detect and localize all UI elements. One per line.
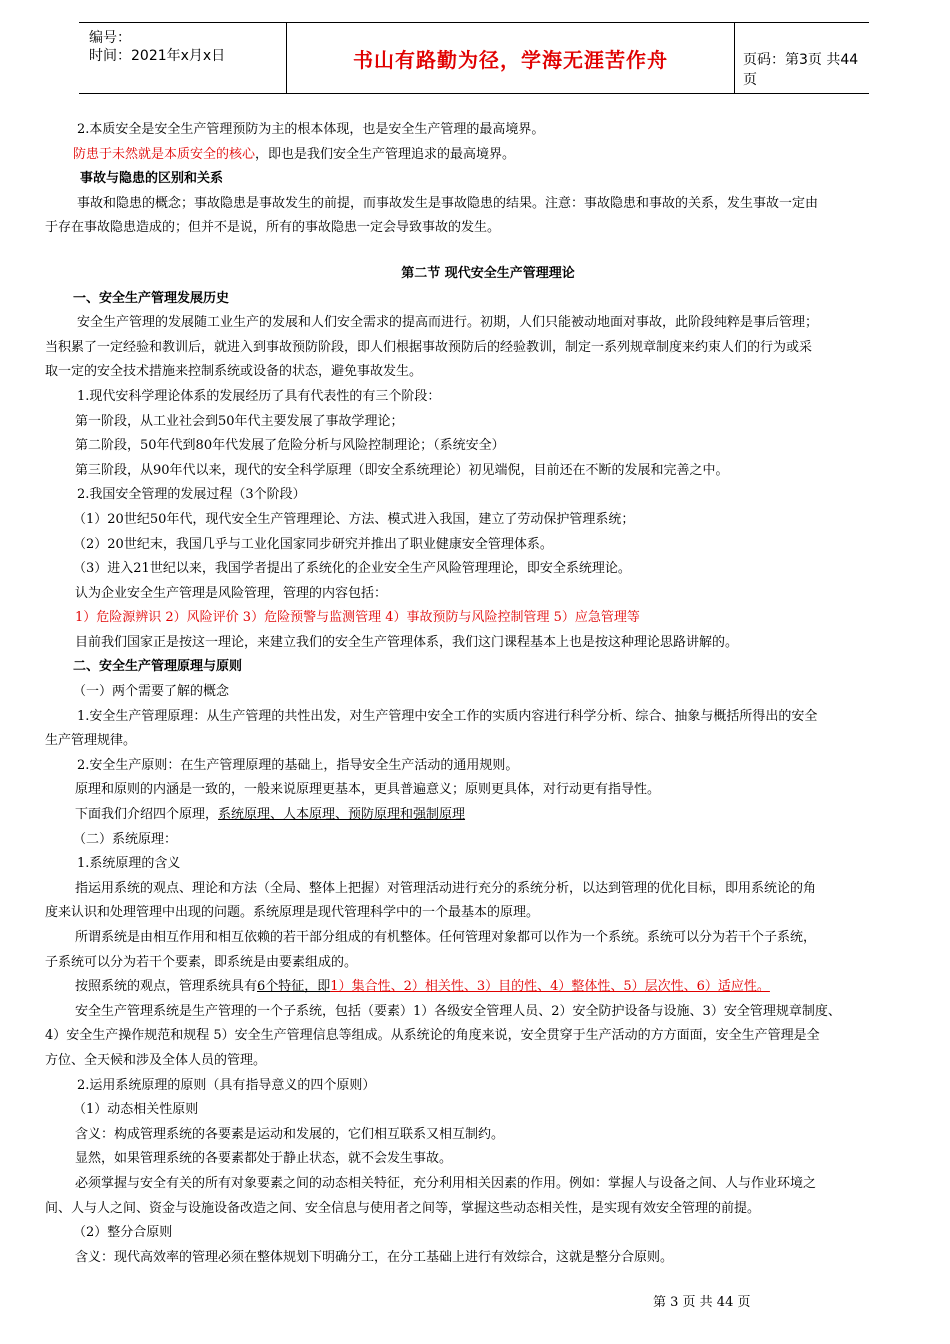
paragraph: 事故和隐患的概念；事故隐患是事故发生的前提，而事故发生是事故隐患的结果。注意：事故隐患和事故的关系，发生事故一定由 — [77, 195, 819, 211]
paragraph: 度来认识和处理管理中出现的问题。系统原理是现代管理科学中的一个最基本的原理。 — [45, 905, 540, 921]
paragraph: 2.运用系统原理的原则（具有指导意义的四个原则） — [77, 1077, 376, 1093]
paragraph — [73, 975, 903, 1000]
paragraph — [73, 803, 903, 828]
paragraph: 第一阶段，从工业社会到50年代主要发展了事故学理论； — [75, 413, 404, 429]
header-page-info: 页码：第3页 共44页 — [743, 52, 859, 88]
list-item: （2）20世纪末，我国几乎与工业化国家同步研究并推出了职业健康安全管理体系。 — [73, 536, 553, 552]
paragraph: 安全生产管理系统是生产管理的一个子系统，包括（要素）1）各级安全管理人员、2）安全防护设备与设施、3）安全管理规章制度、 — [75, 1003, 841, 1019]
paragraph: 含义：现代高效率的管理必须在整体规划下明确分工，在分工基础上进行有效综合，这就是整分合原则。 — [75, 1249, 674, 1265]
highlight-list: 1）危险源辨识 2）风险评价 3）危险预警与监测管理 4）事故预防与风险控制管理 5）应急管理等 — [75, 610, 640, 626]
paragraph: 4）安全生产操作规范和规程 5）安全生产管理信息等组成。从系统论的角度来说，安全贯穿于生产活动的方方面面，安全生产管理是全 — [45, 1028, 820, 1044]
paragraph: 第二阶段，50年代到80年代发展了危险分析与风险控制理论；（系统安全） — [75, 438, 505, 454]
underlined-text: 6个特征，即 — [257, 979, 331, 995]
subsection-heading: （一）两个需要了解的概念 — [73, 684, 230, 700]
paragraph: 方位、全天候和涉及全体人员的管理。 — [45, 1052, 267, 1068]
page-header — [79, 22, 869, 94]
header-number-label: 编号： — [89, 30, 131, 46]
document-body — [45, 118, 903, 1270]
paragraph: 必须掌握与安全有关的所有对象要素之间的动态相关特征，充分利用相关因素的作用。例如：掌握人与设备之间、人与作业环境之 — [75, 1175, 817, 1191]
paragraph: 于存在事故隐患造成的；但并不是说，所有的事故隐患一定会导致事故的发生。 — [45, 220, 501, 236]
paragraph-text: ，即也是我们安全生产管理追求的最高境界。 — [255, 146, 516, 162]
paragraph: 生产管理规律。 — [45, 733, 137, 749]
paragraph: 2.我国安全管理的发展过程（3个阶段） — [77, 487, 306, 503]
subsection-heading: （2）整分合原则 — [73, 1225, 173, 1241]
highlight-text: 1）集合性、2）相关性、3）目的性、4）整体性、5）层次性、6）适应性。 — [330, 979, 770, 995]
header-motto: 书山有路勤为径，学海无涯苦作舟 — [286, 23, 735, 93]
paragraph: 1.现代安科学理论体系的发展经历了具有代表性的有三个阶段： — [77, 388, 441, 404]
list-item: （3）进入21世纪以来，我国学者提出了系统化的企业安全生产风险管理理论，即安全系统理论。 — [73, 561, 631, 577]
paragraph: 所谓系统是由相互作用和相互依赖的若干部分组成的有机整体。任何管理对象都可以作为一个系统。系统可以分为若干个子系统， — [75, 930, 817, 945]
section-title: 第二节 现代安全生产管理理论 — [401, 265, 575, 281]
paragraph: 原理和原则的内涵是一致的，一般来说原理更基本，更具普遍意义；原则更具体，对行动更有指导性。 — [75, 782, 661, 798]
paragraph — [73, 143, 903, 168]
section-heading: 二、安全生产管理原理与原则 — [73, 659, 243, 675]
paragraph: 间、人与人之间、资金与设施设备改造之间、安全信息与使用者之间等，掌握这些动态相关性，是实现有效安全管理的前提。 — [45, 1200, 761, 1216]
header-time: 时间：2021年x月x日 — [89, 48, 226, 64]
paragraph-text: 按照系统的观点，管理系统具有 — [75, 979, 258, 995]
highlight-text: 防患于未然就是本质安全的核心 — [73, 146, 256, 162]
header-left — [89, 29, 225, 65]
paragraph: 显然，如果管理系统的各要素都处于静止状态，就不会发生事故。 — [75, 1151, 453, 1167]
paragraph: 目前我们国家正是按这一理论，来建立我们的安全生产管理体系，我们这门课程基本上也是按这种理论思路讲解的。 — [75, 634, 739, 650]
section-heading: 一、安全生产管理发展历史 — [73, 290, 230, 306]
paragraph: 1.系统原理的含义 — [77, 856, 181, 872]
section-heading: 事故与隐患的区别和关系 — [80, 171, 224, 187]
paragraph: 指运用系统的观点、理论和方法（全局、整体上把握）对管理活动进行充分的系统分析，以达到管理的优化目标，即用系统论的角 — [75, 880, 817, 896]
paragraph: 安全生产管理的发展随工业生产的发展和人们安全需求的提高而进行。初期，人们只能被动地面对事故，此阶段纯粹是事后管理； — [77, 315, 819, 331]
paragraph: 含义：构成管理系统的各要素是运动和发展的，它们相互联系又相互制约。 — [75, 1126, 505, 1142]
paragraph: 认为企业安全生产管理是风险管理，管理的内容包括： — [75, 585, 388, 601]
paragraph-text: 下面我们介绍四个原理， — [75, 807, 219, 823]
paragraph: 第三阶段，从90年代以来，现代的安全科学原理（即安全系统理论）初见端倪，目前还在不断的发展和完善之中。 — [75, 462, 729, 478]
paragraph: 子系统可以分为若干个要素，即系统是由要素组成的。 — [45, 954, 358, 970]
underlined-text: 系统原理、人本原理、预防原理和强制原理 — [218, 807, 466, 823]
list-item: （1）20世纪50年代，现代安全生产管理理论、方法、模式进入我国，建立了劳动保护管理系统； — [73, 511, 635, 527]
page-footer: 第 3 页 共 44 页 — [653, 1295, 751, 1310]
paragraph: 2.安全生产原则：在生产管理原理的基础上，指导安全生产活动的通用规则。 — [77, 757, 519, 773]
subsection-heading: （二）系统原理： — [73, 831, 178, 847]
paragraph: 取一定的安全技术措施来控制系统或设备的状态，避免事故发生。 — [45, 364, 423, 380]
paragraph: 1.安全生产管理原理：从生产管理的共性出发，对生产管理中安全工作的实质内容进行科学分析、综合、抽象与概括所得出的安全 — [77, 708, 818, 724]
paragraph: 当积累了一定经验和教训后，就进入到事故预防阶段，即人们根据事故预防后的经验教训，制定一系列规章制度来约束人们的行为或采 — [45, 339, 813, 355]
subsection-heading: （1）动态相关性原则 — [73, 1102, 199, 1118]
paragraph: 2.本质安全是安全生产管理预防为主的根本体现，也是安全生产管理的最高境界。 — [77, 122, 545, 137]
